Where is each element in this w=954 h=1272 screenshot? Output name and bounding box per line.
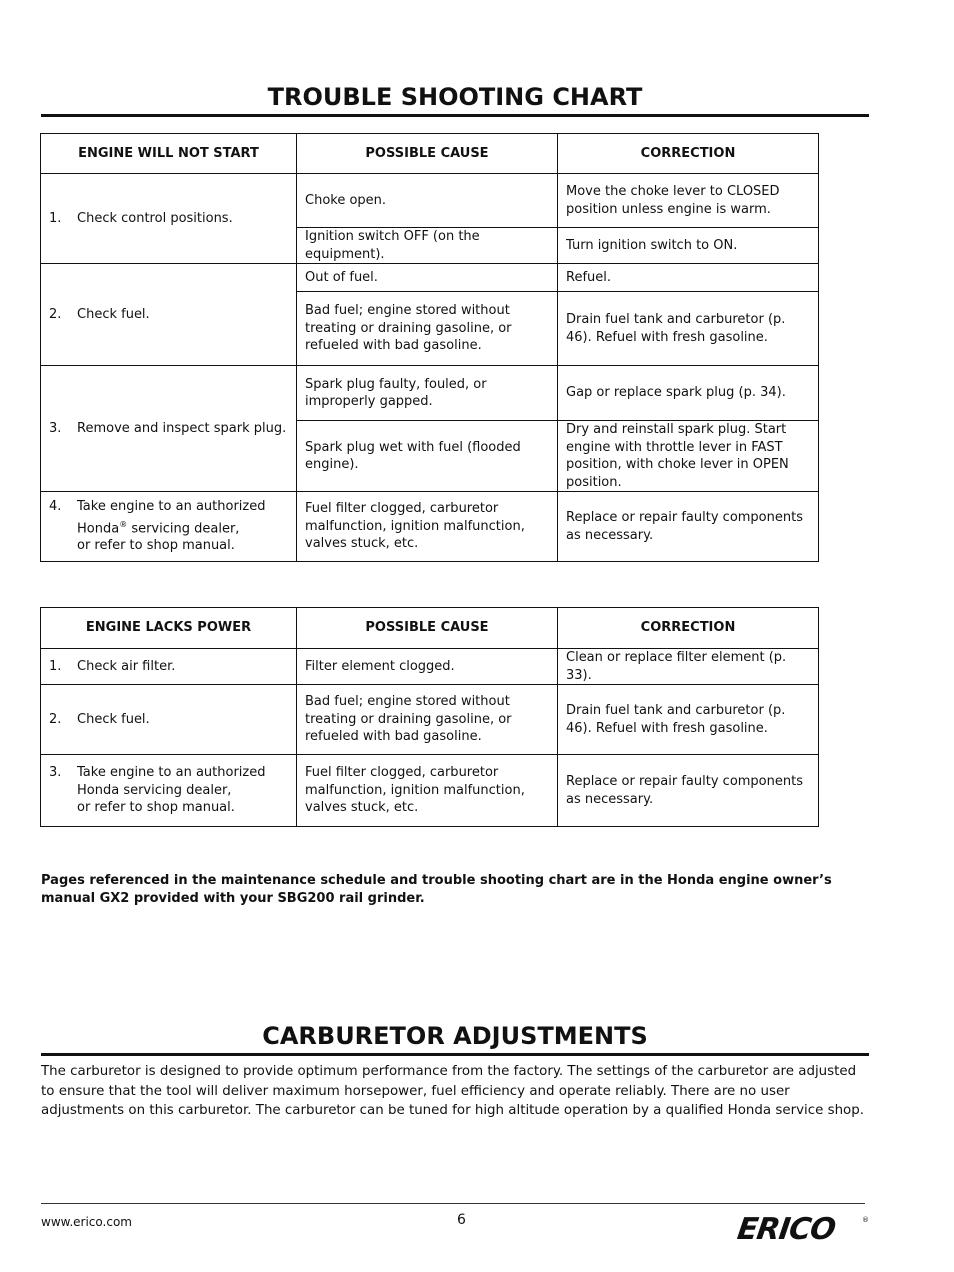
correction-cell: Replace or repair faulty components as necessary. (558, 492, 819, 562)
erico-logo (735, 1212, 869, 1248)
step-number: 4. (49, 499, 62, 515)
step-text: Check fuel. (77, 711, 150, 727)
step-line: Take engine to an authorized (77, 765, 266, 781)
reference-note: Pages referenced in the maintenance schedule and trouble shooting chart are in the Honda engine owner’s manual GX2 provided with your SBG200 rail grinder. (41, 873, 832, 906)
step-cell (41, 174, 297, 264)
header-engine-lacks-power: ENGINE LACKS POWER (41, 608, 297, 649)
correction-cell: Drain fuel tank and carburetor (p. 46). Refuel with fresh gasoline. (558, 292, 819, 366)
trouble-shooting-title: TROUBLE SHOOTING CHART (41, 82, 869, 117)
correction-cell: Refuel. (558, 264, 819, 292)
table-header-row (41, 608, 819, 649)
cause-cell: Spark plug faulty, fouled, or improperly gapped. (297, 366, 558, 421)
correction-cell: Turn ignition switch to ON. (558, 228, 819, 264)
cause-cell: Spark plug wet with fuel (flooded engine). (297, 421, 558, 492)
cause-cell: Fuel filter clogged, carburetor malfunction, ignition malfunction, valves stuck, etc. (297, 492, 558, 562)
step-line: or refer to shop manual. (77, 538, 235, 554)
table-row (41, 649, 819, 685)
erico-logo-icon (735, 1212, 869, 1247)
step-number: 2. (49, 711, 62, 727)
step-cell (41, 649, 297, 685)
step-text: Check control positions. (77, 210, 233, 226)
logo-text: ERICO (735, 1212, 838, 1247)
step-text: Check fuel. (77, 306, 150, 322)
correction-cell: Dry and reinstall spark plug. Start engine with throttle lever in FAST position, with choke lever in OPEN position. (558, 421, 819, 492)
step-number: 3. (49, 420, 62, 436)
footer-divider (41, 1203, 865, 1204)
logo-registered-mark: ® (862, 1216, 869, 1224)
cause-cell: Fuel filter clogged, carburetor malfunction, ignition malfunction, valves stuck, etc. (297, 755, 558, 827)
header-correction: CORRECTION (558, 134, 819, 174)
cause-cell: Choke open. (297, 174, 558, 228)
footer-url: www.erico.com (41, 1215, 132, 1229)
step-number: 3. (49, 765, 62, 781)
step-text: Remove and inspect spark plug. (77, 420, 287, 436)
header-engine-will-not-start: ENGINE WILL NOT START (41, 134, 297, 174)
cause-cell: Ignition switch OFF (on the equipment). (297, 228, 558, 264)
step-number: 2. (49, 306, 62, 322)
step-cell (41, 264, 297, 366)
header-correction: CORRECTION (558, 608, 819, 649)
step-number: 1. (49, 658, 62, 674)
table-header-row (41, 134, 819, 174)
correction-cell: Move the choke lever to CLOSED position unless engine is warm. (558, 174, 819, 228)
table-row (41, 366, 819, 421)
cause-cell: Filter element clogged. (297, 649, 558, 685)
table-row (41, 174, 819, 228)
step-text (77, 498, 265, 555)
registered-mark: ® (119, 519, 128, 529)
correction-cell: Gap or replace spark plug (p. 34). (558, 366, 819, 421)
step-cell (41, 685, 297, 755)
step-text (77, 764, 265, 817)
step-line: Take engine to an authorized (77, 499, 266, 515)
carburetor-adjustments-title: CARBURETOR ADJUSTMENTS (41, 1021, 869, 1056)
header-possible-cause: POSSIBLE CAUSE (297, 608, 558, 649)
correction-cell: Replace or repair faulty components as necessary. (558, 755, 819, 827)
step-line: Honda servicing dealer, (77, 782, 232, 798)
engine-will-not-start-table (40, 133, 819, 562)
correction-cell: Clean or replace filter element (p. 33). (558, 649, 819, 685)
table-row (41, 755, 819, 827)
table-row (41, 264, 819, 292)
step-text: Check air filter. (77, 658, 176, 674)
header-possible-cause: POSSIBLE CAUSE (297, 134, 558, 174)
step-cell (41, 366, 297, 492)
table-row (41, 685, 819, 755)
page-number: 6 (457, 1212, 466, 1228)
step-line: or refer to shop manual. (77, 800, 235, 816)
carburetor-body: The carburetor is designed to provide optimum performance from the factory. The settings of the carburetor are adjusted to ensure that the tool will deliver maximum horsepower, fuel efficiency and operate reliably. There are no user adjustments on this carburetor. The carburetor can be tuned for high altitude operation by a qualified Honda service shop. (41, 1064, 865, 1118)
cause-cell: Out of fuel. (297, 264, 558, 292)
step-cell (41, 492, 297, 562)
correction-cell: Drain fuel tank and carburetor (p. 46). Refuel with fresh gasoline. (558, 685, 819, 755)
engine-lacks-power-table (40, 607, 819, 827)
step-line: Honda (77, 520, 120, 536)
step-line: servicing dealer, (127, 520, 240, 536)
table-row (41, 492, 819, 562)
step-cell (41, 755, 297, 827)
cause-cell: Bad fuel; engine stored without treating or draining gasoline, or refueled with bad gasoline. (297, 292, 558, 366)
cause-cell: Bad fuel; engine stored without treating or draining gasoline, or refueled with bad gasoline. (297, 685, 558, 755)
step-number: 1. (49, 210, 62, 226)
